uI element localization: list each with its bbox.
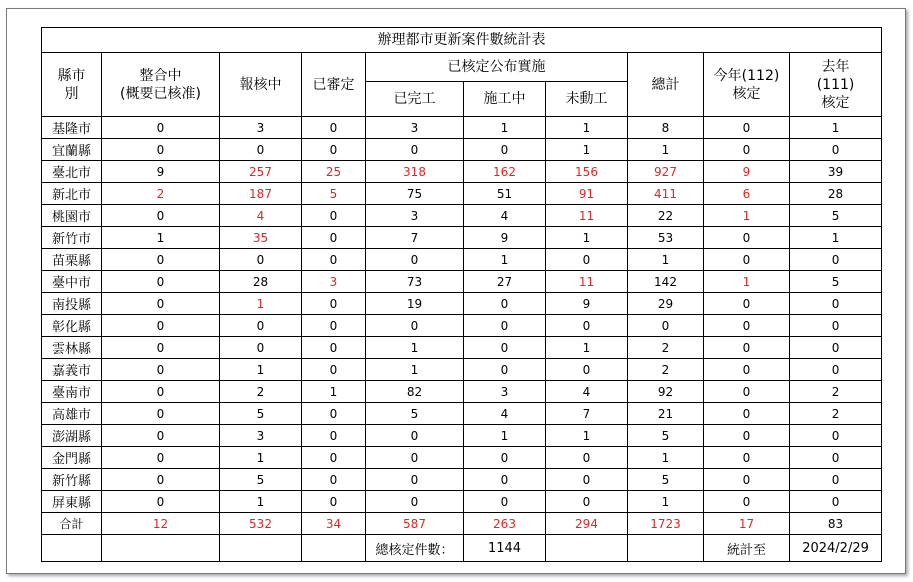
value-cell: 6 [704,183,790,205]
value-cell: 11 [546,205,628,227]
value-cell: 0 [704,139,790,161]
value-cell: 9 [546,293,628,315]
total-cell: 587 [366,513,464,535]
value-cell: 0 [464,315,546,337]
value-cell: 11 [546,271,628,293]
value-cell: 0 [102,359,220,381]
value-cell: 0 [464,293,546,315]
value-cell: 1 [366,359,464,381]
value-cell: 0 [102,271,220,293]
value-cell: 1 [546,337,628,359]
value-cell: 0 [302,117,366,139]
value-cell: 0 [704,403,790,425]
region-name: 南投縣 [42,293,102,315]
value-cell: 1 [366,337,464,359]
totals-label: 合計 [42,513,102,535]
value-cell: 82 [366,381,464,403]
table-title: 辦理都市更新案件數統計表 [42,28,882,53]
value-cell: 156 [546,161,628,183]
region-name: 臺中市 [42,271,102,293]
value-cell: 0 [546,491,628,513]
value-cell: 2 [790,381,882,403]
total-cell: 12 [102,513,220,535]
table-body [42,117,882,513]
value-cell: 5 [220,403,302,425]
region-name: 金門縣 [42,447,102,469]
header-this-year: 今年(112) 核定 [704,53,790,117]
region-name: 苗栗縣 [42,249,102,271]
value-cell: 0 [704,315,790,337]
value-cell: 7 [546,403,628,425]
value-cell: 39 [790,161,882,183]
totals-row [42,513,882,535]
table-row [42,447,882,469]
value-cell: 0 [704,227,790,249]
region-name: 新北市 [42,183,102,205]
value-cell: 0 [704,117,790,139]
summary-total-label: 總核定件數： [366,535,464,562]
value-cell: 0 [790,139,882,161]
table-row [42,491,882,513]
total-cell: 294 [546,513,628,535]
value-cell: 0 [790,249,882,271]
value-cell: 1 [546,117,628,139]
value-cell: 0 [302,425,366,447]
value-cell: 0 [102,447,220,469]
value-cell: 0 [704,249,790,271]
value-cell: 3 [366,117,464,139]
value-cell: 4 [220,205,302,227]
table-row [42,315,882,337]
value-cell: 0 [102,469,220,491]
region-name: 臺北市 [42,161,102,183]
value-cell: 0 [366,425,464,447]
table-row [42,403,882,425]
header-approved-group: 已核定公布實施 [366,53,628,82]
table-row [42,425,882,447]
value-cell: 0 [704,359,790,381]
value-cell: 0 [546,359,628,381]
value-cell: 8 [628,117,704,139]
value-cell: 51 [464,183,546,205]
value-cell: 162 [464,161,546,183]
value-cell: 0 [704,293,790,315]
table-row [42,161,882,183]
value-cell: 0 [302,403,366,425]
value-cell: 0 [102,403,220,425]
total-cell: 532 [220,513,302,535]
value-cell: 5 [366,403,464,425]
header-total: 總計 [628,53,704,117]
value-cell: 3 [220,117,302,139]
value-cell: 1 [302,381,366,403]
value-cell: 0 [366,469,464,491]
value-cell: 2 [628,337,704,359]
value-cell: 0 [302,469,366,491]
value-cell: 7 [366,227,464,249]
value-cell: 4 [464,205,546,227]
value-cell: 2 [790,403,882,425]
value-cell: 1 [464,117,546,139]
region-name: 新竹縣 [42,469,102,491]
header-not-started: 未動工 [546,82,628,117]
value-cell: 1 [628,447,704,469]
summary-empty [628,535,704,562]
value-cell: 5 [790,271,882,293]
value-cell: 73 [366,271,464,293]
value-cell: 0 [102,381,220,403]
value-cell: 0 [704,381,790,403]
value-cell: 28 [220,271,302,293]
value-cell: 0 [366,491,464,513]
value-cell: 5 [790,205,882,227]
value-cell: 3 [302,271,366,293]
summary-empty [220,535,302,562]
value-cell: 19 [366,293,464,315]
value-cell: 0 [102,249,220,271]
total-cell: 34 [302,513,366,535]
header-reviewed: 已審定 [302,53,366,117]
value-cell: 0 [464,447,546,469]
value-cell: 0 [102,425,220,447]
value-cell: 0 [704,469,790,491]
value-cell: 9 [704,161,790,183]
value-cell: 0 [790,469,882,491]
header-region: 縣市 別 [42,53,102,117]
summary-row [42,535,882,562]
value-cell: 75 [366,183,464,205]
value-cell: 1 [546,139,628,161]
value-cell: 25 [302,161,366,183]
value-cell: 1 [628,139,704,161]
value-cell: 0 [790,337,882,359]
region-name: 嘉義市 [42,359,102,381]
region-name: 屏東縣 [42,491,102,513]
value-cell: 5 [628,425,704,447]
value-cell: 0 [704,491,790,513]
value-cell: 1 [220,359,302,381]
value-cell: 1 [464,249,546,271]
value-cell: 4 [464,403,546,425]
value-cell: 318 [366,161,464,183]
value-cell: 187 [220,183,302,205]
region-name: 雲林縣 [42,337,102,359]
value-cell: 0 [102,293,220,315]
table-row [42,381,882,403]
table-row [42,205,882,227]
value-cell: 1 [546,227,628,249]
value-cell: 0 [366,249,464,271]
header-reporting: 報核中 [220,53,302,117]
value-cell: 92 [628,381,704,403]
region-name: 彰化縣 [42,315,102,337]
summary-total-value: 1144 [464,535,546,562]
value-cell: 0 [102,491,220,513]
value-cell: 5 [220,469,302,491]
region-name: 臺南市 [42,381,102,403]
value-cell: 3 [220,425,302,447]
value-cell: 3 [366,205,464,227]
value-cell: 1 [546,425,628,447]
value-cell: 0 [464,337,546,359]
value-cell: 0 [790,359,882,381]
value-cell: 27 [464,271,546,293]
region-name: 新竹市 [42,227,102,249]
value-cell: 142 [628,271,704,293]
value-cell: 0 [102,139,220,161]
value-cell: 0 [302,359,366,381]
value-cell: 0 [366,139,464,161]
value-cell: 0 [790,425,882,447]
value-cell: 35 [220,227,302,249]
value-cell: 0 [704,447,790,469]
value-cell: 1 [220,293,302,315]
region-name: 宜蘭縣 [42,139,102,161]
value-cell: 0 [546,447,628,469]
value-cell: 2 [220,381,302,403]
table-row [42,469,882,491]
value-cell: 0 [628,315,704,337]
region-name: 澎湖縣 [42,425,102,447]
summary-date-label: 統計至 [704,535,790,562]
summary-empty [302,535,366,562]
value-cell: 1 [790,227,882,249]
value-cell: 0 [546,469,628,491]
value-cell: 9 [464,227,546,249]
value-cell: 0 [302,491,366,513]
value-cell: 0 [302,293,366,315]
region-name: 基隆市 [42,117,102,139]
value-cell: 1 [220,447,302,469]
value-cell: 0 [102,117,220,139]
header-completed: 已完工 [366,82,464,117]
value-cell: 1 [628,491,704,513]
value-cell: 0 [302,337,366,359]
total-cell: 83 [790,513,882,535]
table-row [42,271,882,293]
value-cell: 21 [628,403,704,425]
value-cell: 0 [790,293,882,315]
value-cell: 0 [546,249,628,271]
value-cell: 4 [546,381,628,403]
value-cell: 1 [102,227,220,249]
value-cell: 1 [704,271,790,293]
summary-empty [42,535,102,562]
value-cell: 0 [302,249,366,271]
value-cell: 257 [220,161,302,183]
value-cell: 1 [704,205,790,227]
header-under-construction: 施工中 [464,82,546,117]
value-cell: 0 [220,337,302,359]
total-cell: 263 [464,513,546,535]
header-last-year: 去年 (111) 核定 [790,53,882,117]
value-cell: 0 [704,425,790,447]
value-cell: 0 [464,469,546,491]
value-cell: 0 [790,491,882,513]
value-cell: 91 [546,183,628,205]
value-cell: 0 [546,315,628,337]
value-cell: 0 [790,447,882,469]
value-cell: 1 [790,117,882,139]
value-cell: 0 [302,227,366,249]
value-cell: 1 [464,425,546,447]
value-cell: 2 [102,183,220,205]
value-cell: 22 [628,205,704,227]
value-cell: 0 [366,447,464,469]
value-cell: 0 [366,315,464,337]
value-cell: 0 [464,491,546,513]
value-cell: 3 [464,381,546,403]
table-row [42,359,882,381]
total-cell: 1723 [628,513,704,535]
table-row [42,139,882,161]
total-cell: 17 [704,513,790,535]
value-cell: 0 [302,447,366,469]
table-row [42,227,882,249]
value-cell: 0 [464,359,546,381]
summary-empty [102,535,220,562]
header-integrating: 整合中 (概要已核准) [102,53,220,117]
value-cell: 0 [220,249,302,271]
value-cell: 5 [302,183,366,205]
value-cell: 0 [790,315,882,337]
value-cell: 0 [464,139,546,161]
table-row [42,183,882,205]
value-cell: 1 [220,491,302,513]
value-cell: 0 [302,205,366,227]
table-row [42,293,882,315]
value-cell: 0 [704,337,790,359]
value-cell: 0 [102,315,220,337]
value-cell: 0 [302,315,366,337]
value-cell: 28 [790,183,882,205]
value-cell: 927 [628,161,704,183]
value-cell: 0 [102,205,220,227]
value-cell: 0 [102,337,220,359]
summary-date-value: 2024/2/29 [790,535,882,562]
summary-empty [546,535,628,562]
value-cell: 411 [628,183,704,205]
table-row [42,249,882,271]
value-cell: 53 [628,227,704,249]
value-cell: 1 [628,249,704,271]
value-cell: 29 [628,293,704,315]
table-row [42,117,882,139]
value-cell: 2 [628,359,704,381]
table-row [42,337,882,359]
document-frame [6,8,906,574]
value-cell: 5 [628,469,704,491]
statistics-table [41,27,882,562]
region-name: 高雄市 [42,403,102,425]
value-cell: 9 [102,161,220,183]
value-cell: 0 [220,139,302,161]
value-cell: 0 [220,315,302,337]
region-name: 桃園市 [42,205,102,227]
value-cell: 0 [302,139,366,161]
